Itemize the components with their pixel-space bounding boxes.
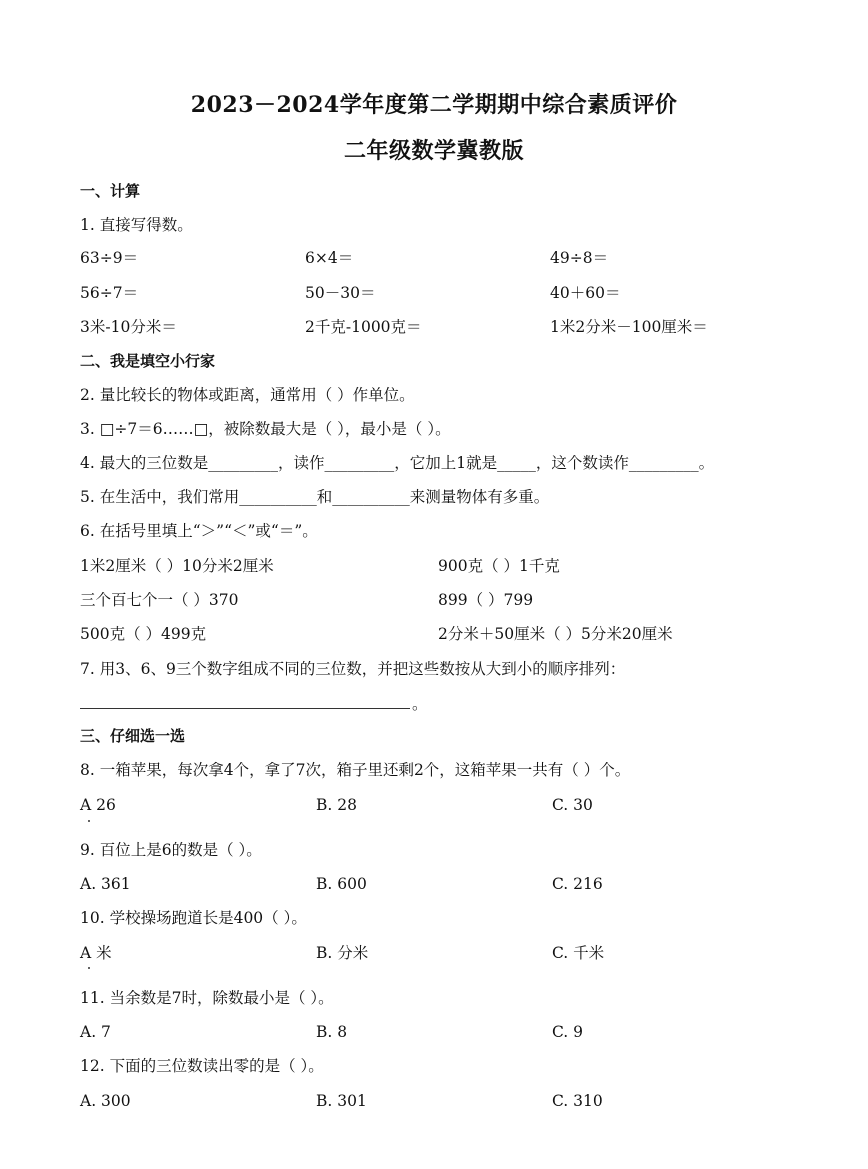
option-b: B. 分米 bbox=[316, 944, 369, 962]
option-c: C. 30 bbox=[552, 796, 593, 814]
answer-blank-line bbox=[80, 708, 410, 709]
question-8: 8. 一箱苹果，每次拿4个，拿了7次，箱子里还剩2个，这箱苹果一共有（ ）个。 bbox=[80, 761, 631, 779]
compare-item: 三个百七个一（ ）370 bbox=[80, 591, 239, 609]
question-7: 7. 用3、6、9三个数字组成不同的三位数，并把这些数按从大到小的顺序排列： bbox=[80, 660, 626, 678]
calc-item: 1米2分米－100厘米＝ bbox=[550, 318, 708, 336]
question-4: 4. 最大的三位数是_________，读作_________，它加上1就是_____，这个数读作_________。 bbox=[80, 454, 715, 472]
option-b: B. 301 bbox=[316, 1092, 367, 1110]
option-a: A 米 bbox=[80, 944, 112, 962]
question-2: 2. 量比较长的物体或距离，通常用（ ）作单位。 bbox=[80, 386, 415, 404]
section-heading-calc: 一、计算 bbox=[80, 182, 141, 200]
option-c: C. 9 bbox=[552, 1023, 584, 1041]
question-3: 3. □÷7＝6……□，被除数最大是（ ），最小是（ ）。 bbox=[80, 420, 451, 438]
page-title: 2023－2024学年度第二学期期中综合素质评价 bbox=[190, 92, 678, 118]
calc-item: 3米-10分米＝ bbox=[80, 318, 177, 336]
calc-item: 56÷7＝ bbox=[80, 284, 139, 302]
compare-item: 899（ ）799 bbox=[438, 591, 534, 609]
calc-item: 2千克-1000克＝ bbox=[305, 318, 422, 336]
option-a: A. 300 bbox=[80, 1092, 131, 1110]
option-b: B. 8 bbox=[316, 1023, 348, 1041]
calc-item: 49÷8＝ bbox=[550, 249, 609, 267]
option-a: A 26 bbox=[80, 796, 116, 814]
compare-item: 900克（ ）1千克 bbox=[438, 557, 560, 575]
option-a: A. 361 bbox=[80, 875, 131, 893]
answer-period: 。 bbox=[412, 695, 428, 713]
page-subtitle: 二年级数学冀教版 bbox=[343, 138, 524, 164]
calc-item: 6×4＝ bbox=[305, 249, 354, 267]
option-c: C. 216 bbox=[552, 875, 603, 893]
option-c: C. 310 bbox=[552, 1092, 603, 1110]
question-6: 6. 在括号里填上“＞”“＜”或“＝”。 bbox=[80, 522, 318, 540]
compare-item: 1米2厘米（ ）10分米2厘米 bbox=[80, 557, 274, 575]
question-1: 1. 直接写得数。 bbox=[80, 216, 193, 234]
option-c: C. 千米 bbox=[552, 944, 605, 962]
calc-item: 40＋60＝ bbox=[550, 284, 621, 302]
option-b: B. 28 bbox=[316, 796, 357, 814]
question-9: 9. 百位上是6的数是（ ）。 bbox=[80, 841, 262, 859]
section-heading-fill: 二、我是填空小行家 bbox=[80, 352, 216, 370]
question-12: 12. 下面的三位数读出零的是（ ）。 bbox=[80, 1057, 324, 1075]
section-heading-choice: 三、仔细选一选 bbox=[80, 727, 186, 745]
stray-dot bbox=[88, 820, 90, 822]
compare-item: 2分米＋50厘米（ ）5分米20厘米 bbox=[438, 625, 673, 643]
calc-item: 63÷9＝ bbox=[80, 249, 139, 267]
question-5: 5. 在生活中，我们常用__________和__________来测量物体有多重。 bbox=[80, 488, 550, 506]
question-11: 11. 当余数是7时，除数最小是（ ）。 bbox=[80, 989, 334, 1007]
option-a: A. 7 bbox=[80, 1023, 111, 1041]
stray-dot bbox=[88, 967, 90, 969]
option-b: B. 600 bbox=[316, 875, 367, 893]
question-10: 10. 学校操场跑道长是400（ ）。 bbox=[80, 909, 307, 927]
compare-item: 500克（ ）499克 bbox=[80, 625, 207, 643]
calc-item: 50－30＝ bbox=[305, 284, 376, 302]
